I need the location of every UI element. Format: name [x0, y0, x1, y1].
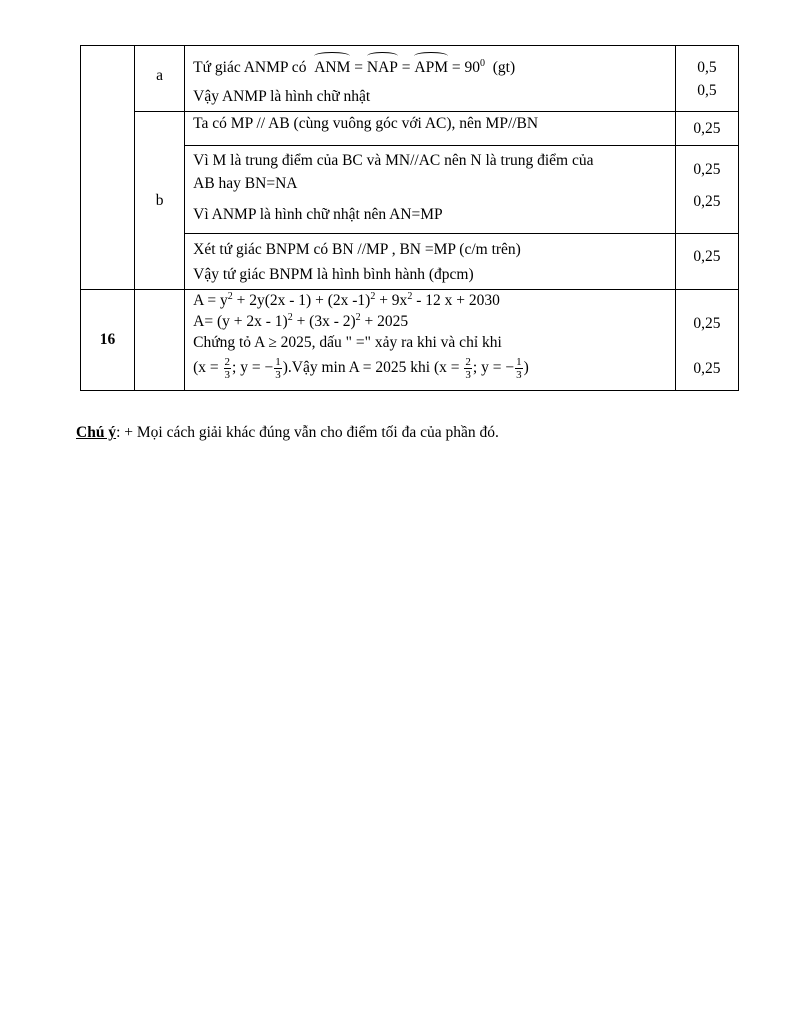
note-text: : + Mọi cách giải khác đúng vẫn cho điểm tối đa của phần đó. [116, 424, 499, 441]
part-b-score3: 0,25 [693, 193, 721, 210]
angle-apm: APM [414, 56, 448, 79]
part-b-line4: Vì ANMP là hình chữ nhật nên AN=MP [193, 206, 443, 223]
part-a-line2: Vậy ANMP là hình chữ nhật [193, 88, 371, 105]
fraction-two-thirds-2: $\frac{2}{3}$ [465, 355, 471, 381]
part-a-content [185, 46, 676, 112]
part-b-line5: Xét tứ giác BNPM có BN //MP , BN =MP (c/m trên) [193, 241, 521, 258]
part-b-line6: Vậy tứ giác BNPM là hình bình hành (đpcm) [193, 266, 474, 283]
answer-table [80, 45, 739, 391]
note-label: Chú ý [76, 424, 117, 441]
q16-line4: (x = $\frac{2}{3}$ ; y = − $\frac{1}{3}$ ).Vậy min A = 2025 khi (x = $\frac{2}{3}$ ; y = − $\frac{1}{3}$ ) [193, 355, 529, 381]
q16-line1: $A = y^2 + 2y(2x - 1) + (2x$ $-1)^2 + 9x^2 - 12$ x + 2030 [193, 291, 500, 309]
part-b-score2: 0,25 [693, 161, 721, 178]
fraction-one-third-2: $\frac{1}{3}$ [516, 355, 522, 381]
q16-score2: 0,25 [693, 360, 721, 377]
q16-line2: $A= (y + 2x - 1)^2 + (3x - 2)^2 + 2025$ [193, 312, 409, 330]
part-b-line1: Ta có MP // AB (cùng vuông góc với AC), nên MP//BN [193, 115, 539, 132]
part-b-line2: Vì M là trung điểm của BC và MN//AC nên N là trung điểm của [193, 152, 594, 169]
question-16-content [185, 290, 676, 391]
part-label-a: a [135, 46, 185, 112]
q16-score1: 0,25 [693, 315, 721, 332]
part-b-score4: 0,25 [693, 248, 721, 265]
q16-line3: Chứng tỏ A ≥ 2025, dấu " =" xảy ra khi và chỉ khi [193, 334, 502, 351]
fraction-one-third: $\frac{1}{3}$ [275, 355, 281, 381]
note [76, 424, 499, 442]
angle-nap: NAP [367, 56, 398, 79]
question-cell-empty [81, 46, 135, 290]
row-question-16 [81, 290, 739, 391]
angle-anm: ANM [314, 56, 350, 79]
part-label-b: b [135, 112, 185, 290]
row-part-b-1 [81, 112, 739, 146]
fraction-two-thirds: $\frac{2}{3}$ [224, 355, 231, 381]
part-a-line1: Tứ giác ANMP có ANM = NAP = APM = $90^0$ (gt) [185, 56, 675, 79]
part-b-score1: 0,25 [693, 120, 721, 137]
part-b-line3: AB hay BN=NA [193, 175, 298, 192]
part-a-scores: 0,5 0,5 [675, 46, 738, 112]
row-part-a [81, 46, 739, 112]
question-number-16: 16 [81, 290, 135, 391]
